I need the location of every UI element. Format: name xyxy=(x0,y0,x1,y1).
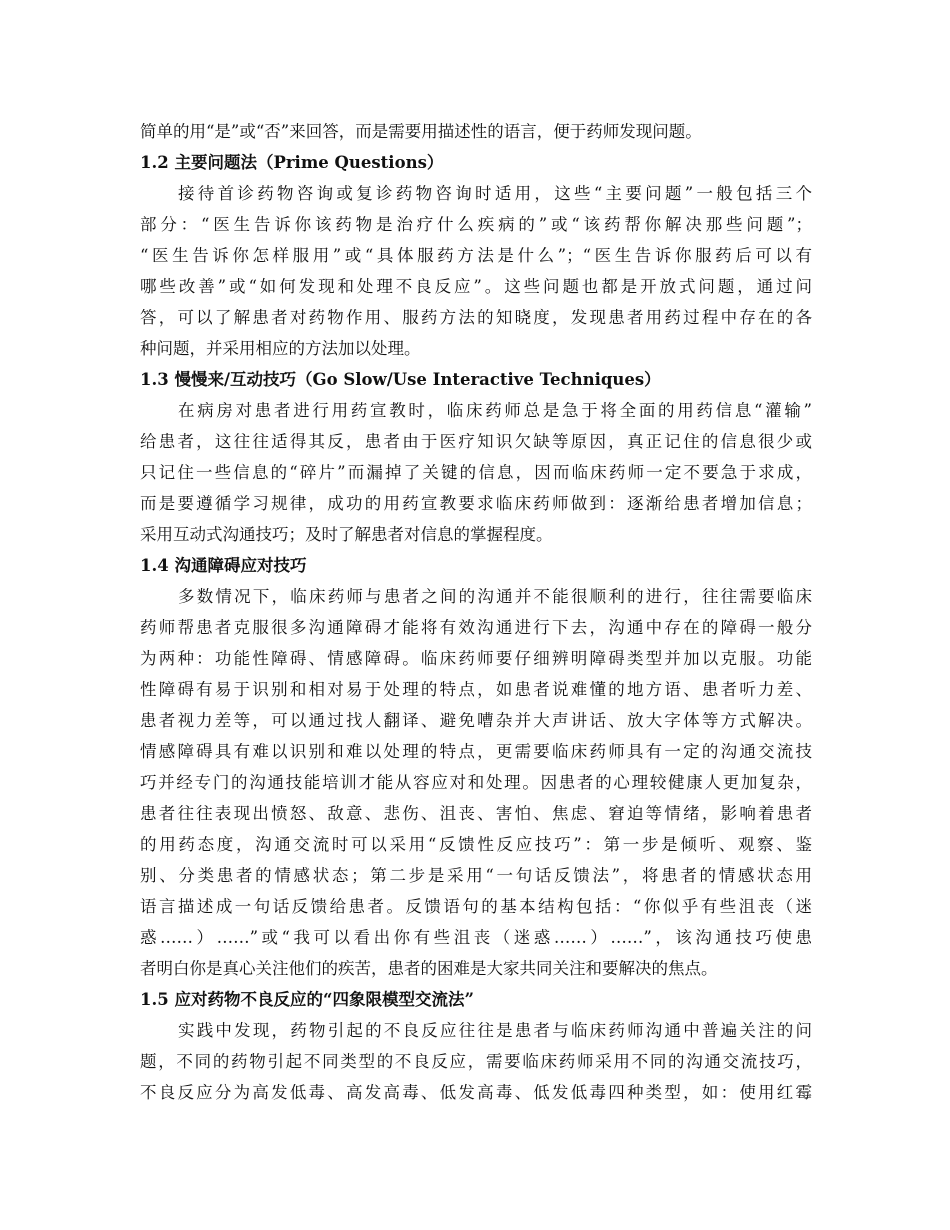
paragraph-line: 语言描述成一句话反馈给患者。反馈语句的基本结构包括：“你似乎有些沮丧（迷 xyxy=(140,897,812,916)
intro-line: 简单的用“是”或“否”来回答，而是需要用描述性的语言，便于药师发现问题。 xyxy=(140,122,702,141)
paragraph-line: 种问题，并采用相应的方法加以处理。 xyxy=(140,339,421,358)
paragraph-line: 部分：“医生告诉你该药物是治疗什么疾病的”或“该药帮你解决那些问题”； xyxy=(140,215,812,234)
paragraph-line: 的用药态度，沟通交流时可以采用“反馈性反应技巧”：第一步是倾听、观察、鉴 xyxy=(140,835,812,854)
paragraph-line: 药师帮患者克服很多沟通障碍才能将有效沟通进行下去，沟通中存在的障碍一般分 xyxy=(140,618,812,637)
section-heading-1-3: 1.3 慢慢来/互动技巧（Go Slow/Use Interactive Techniques） xyxy=(140,370,661,389)
paragraph-line: 只记住一些信息的“碎片”而漏掉了关键的信息，因而临床药师一定不要急于求成， xyxy=(140,463,812,482)
paragraph-line: 不良反应分为高发低毒、高发高毒、低发高毒、低发低毒四种类型，如：使用红霉 xyxy=(140,1083,812,1102)
paragraph-line: 而是要遵循学习规律，成功的用药宣教要求临床药师做到：逐渐给患者增加信息； xyxy=(140,494,812,513)
paragraph-line: 在病房对患者进行用药宣教时，临床药师总是急于将全面的用药信息“灌输” xyxy=(178,401,812,420)
section-heading-1-2: 1.2 主要问题法（Prime Questions） xyxy=(140,153,444,172)
paragraph-line: 为两种：功能性障碍、情感障碍。临床药师要仔细辨明障碍类型并加以克服。功能 xyxy=(140,649,812,668)
paragraph-line: 惑……）……”或“我可以看出你有些沮丧（迷惑……）……”，该沟通技巧使患 xyxy=(140,928,812,947)
paragraph-line: 给患者，这往往适得其反，患者由于医疗知识欠缺等原因，真正记住的信息很少或 xyxy=(140,432,812,451)
paragraph-line: 采用互动式沟通技巧；及时了解患者对信息的掌握程度。 xyxy=(140,525,553,544)
paragraph-line: “医生告诉你怎样服用”或“具体服药方法是什么”；“医生告诉你服药后可以有 xyxy=(140,246,812,265)
paragraph-line: 患者视力差等，可以通过找人翻译、避免嘈杂并大声讲话、放大字体等方式解决。 xyxy=(140,711,812,730)
paragraph-line: 接待首诊药物咨询或复诊药物咨询时适用，这些“主要问题”一般包括三个 xyxy=(178,184,812,203)
section-body-1-2 xyxy=(140,178,812,364)
paragraph-line: 巧并经专门的沟通技能培训才能从容应对和处理。因患者的心理较健康人更加复杂， xyxy=(140,773,812,792)
section-body-1-4 xyxy=(140,581,812,984)
section-body-1-3 xyxy=(140,395,812,550)
paragraph-line: 患者往往表现出愤怒、敌意、悲伤、沮丧、害怕、焦虑、窘迫等情绪，影响着患者 xyxy=(140,804,812,823)
section-heading-1-4: 1.4 沟通障碍应对技巧 xyxy=(140,556,307,575)
paragraph-line: 多数情况下，临床药师与患者之间的沟通并不能很顺利的进行，往往需要临床 xyxy=(178,587,812,606)
paragraph-line: 情感障碍具有难以识别和难以处理的特点，更需要临床药师具有一定的沟通交流技 xyxy=(140,742,812,761)
section-body-1-5 xyxy=(140,1015,812,1108)
document-page xyxy=(140,116,812,1108)
paragraph-line: 性障碍有易于识别和相对易于处理的特点，如患者说难懂的地方语、患者听力差、 xyxy=(140,680,812,699)
paragraph-line: 答，可以了解患者对药物作用、服药方法的知晓度，发现患者用药过程中存在的各 xyxy=(140,308,812,327)
paragraph-line: 别、分类患者的情感状态；第二步是采用“一句话反馈法”，将患者的情感状态用 xyxy=(140,866,812,885)
paragraph-line: 者明白你是真心关注他们的疾苦，患者的困难是大家共同关注和要解决的焦点。 xyxy=(140,959,718,978)
paragraph-line: 题，不同的药物引起不同类型的不良反应，需要临床药师采用不同的沟通交流技巧， xyxy=(140,1052,812,1071)
section-heading-1-5: 1.5 应对药物不良反应的“四象限模型交流法” xyxy=(140,990,474,1009)
paragraph-line: 实践中发现，药物引起的不良反应往往是患者与临床药师沟通中普遍关注的问 xyxy=(178,1021,812,1040)
paragraph-line: 哪些改善”或“如何发现和处理不良反应”。这些问题也都是开放式问题，通过问 xyxy=(140,277,812,296)
